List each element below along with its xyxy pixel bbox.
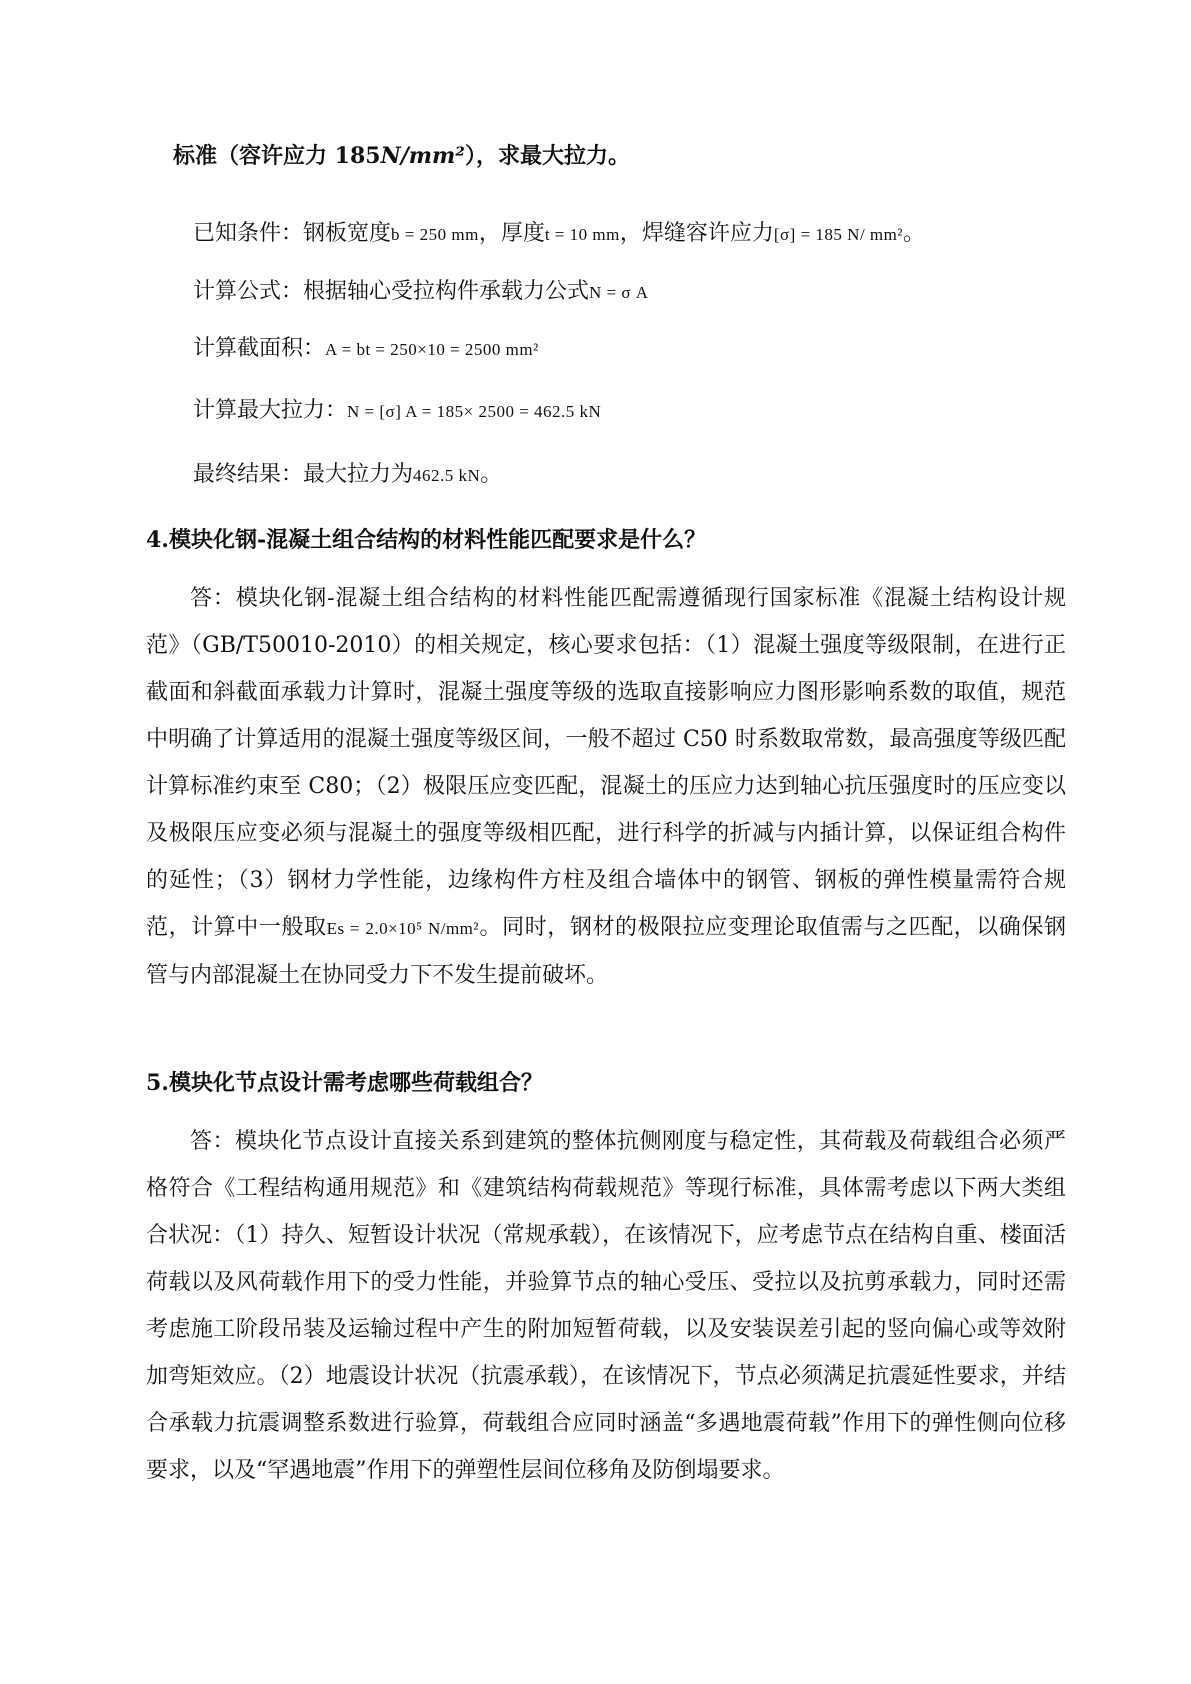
allowable-stress-expr: [σ] = 185 N/ mm² xyxy=(773,225,903,244)
result-label: 最终结果：最大拉力为 xyxy=(193,462,414,487)
q3-tail-pre: 标准（容许应力 185 xyxy=(173,143,381,169)
area-line xyxy=(193,334,539,365)
q3-tail-unit: N/mm² xyxy=(380,143,465,169)
area-label: 计算截面积： xyxy=(193,336,326,361)
question-5-title: 5.模块化节点设计需考虑哪些荷载组合？ xyxy=(146,1070,543,1096)
known-conditions-line xyxy=(193,219,925,250)
max-force-line xyxy=(193,396,601,427)
question-4-answer xyxy=(146,575,1066,999)
q4-answer-part-1: 答：模块化钢-混凝土组合结构的材料性能匹配需遵循现行国家标准《混凝土结构设计规范》（GB/T50010-2010）的相关规定，核心要求包括：（1）混凝土强度等级限制，在进行正截面和斜截面承载力计算时，混凝土强度等级的选取直接影响应力图形影响系数的取值，规范中明确了计算适用的混凝土强度等级区间，一般不超过 C50 时系数取常数，最高强度等级匹配计算标准约束至 C80；（2）极限压应变匹配，混凝土的压应力达到轴心抗压强度时的压应变以及极限压应变必须与混凝土的强度等级相匹配，进行科学的折减与内插计算，以保证组合构件的延性；（3）钢材力学性能，边缘构件方柱及组合墙体中的钢管、钢板的弹性模量需符合规范，计算中一般取 xyxy=(146,586,1066,940)
question-4-title: 4.模块化钢-混凝土组合结构的材料性能匹配要求是什么？ xyxy=(146,527,707,553)
known-mid-2: ，焊缝容许应力 xyxy=(619,221,774,246)
result-line xyxy=(193,460,502,491)
thickness-expr: t = 10 mm xyxy=(544,225,620,244)
question-5-answer: 答：模块化节点设计直接关系到建筑的整体抗侧刚度与稳定性，其荷载及荷载组合必须严格符合《工程结构通用规范》和《建筑结构荷载规范》等现行标准，具体需考虑以下两大类组合状况：（1）持久、短暂设计状况（常规承载），在该情况下，应考虑节点在结构自重、楼面活荷载以及风荷载作用下的受力性能，并验算节点的轴心受压、受拉以及抗剪承载力，同时还需考虑施工阶段吊装及运输过程中产生的附加短暂荷载，以及安装误差引起的竖向偏心或等效附加弯矩效应。（2）地震设计状况（抗震承载），在该情况下，节点必须满足抗震延性要求，并结合承载力抗震调整系数进行验算，荷载组合应同时涵盖“多遇地震荷载”作用下的弹性侧向位移要求，以及“罕遇地震”作用下的弹塑性层间位移角及防倒塌要求。 xyxy=(146,1129,1066,1483)
elastic-modulus-expr: Es = 2.0×10⁵ N/mm² xyxy=(326,919,479,938)
result-end: 。 xyxy=(480,462,503,487)
question-3-tail xyxy=(173,141,630,171)
area-expr: A = bt = 250×10 = 2500 mm² xyxy=(325,340,539,359)
max-force-label: 计算最大拉力： xyxy=(193,398,348,423)
max-force-expr: N = [σ] A = 185× 2500 = 462.5 kN xyxy=(347,402,602,421)
q3-tail-post: ），求最大拉力。 xyxy=(464,143,630,169)
known-end: 。 xyxy=(902,221,925,246)
formula-expr: N = σ A xyxy=(589,283,649,302)
result-expr: 462.5 kN xyxy=(413,466,481,485)
q4-answer-part-2: 。同时，钢材的极限拉应变理论取值需与之匹配，以确保钢管与内部混凝土在协同受力下不发生提前破坏。 xyxy=(146,915,1066,988)
known-label: 已知条件：钢板宽度 xyxy=(193,221,392,246)
known-mid-1: ，厚度 xyxy=(478,221,545,246)
width-expr: b = 250 mm xyxy=(391,225,479,244)
formula-line xyxy=(193,277,649,308)
formula-label: 计算公式：根据轴心受拉构件承载力公式 xyxy=(193,279,590,304)
